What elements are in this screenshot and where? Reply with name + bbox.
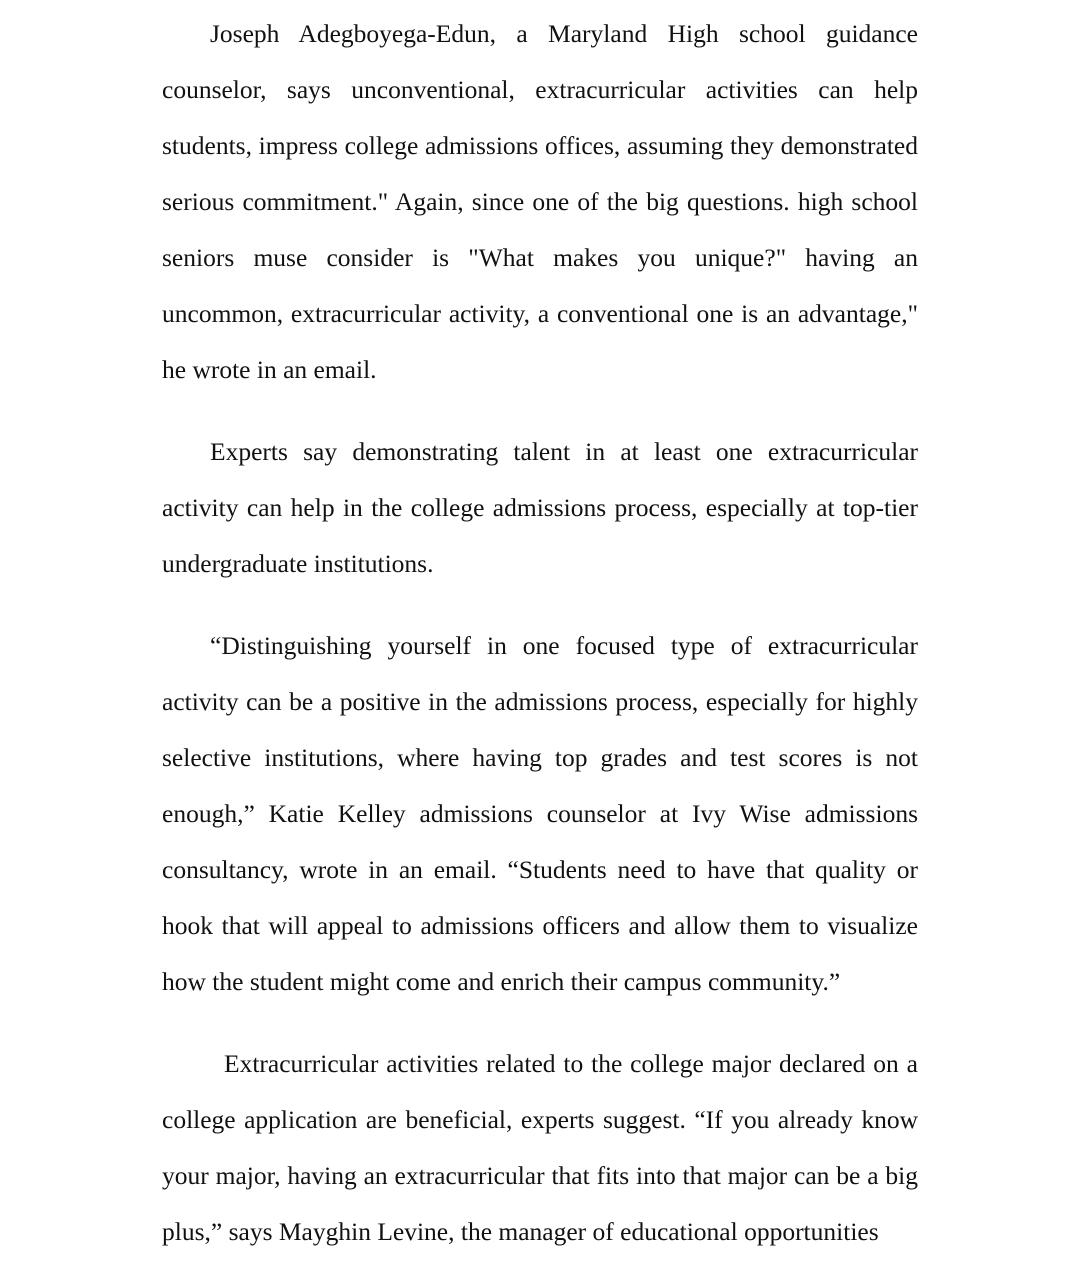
paragraph-1: Joseph Adegboyega-Edun, a Maryland High school guidance counselor, says unconventional, extracurricular activities can help students, impress college admissions offices, assuming they demonstrated serious commitment." Again, since one of the big questions. high school seniors muse consider is "What makes you unique?" having an uncommon, extracurricular activity, a conventional one is an advantage," he wrote in an email. (162, 19, 918, 384)
paragraph-3: “Distinguishing yourself in one focused type of extracurricular activity can be a positive in the admissions process, especially for highly selective institutions, where having top grades and test scores is not enough,” Katie Kelley admissions counselor at Ivy Wise admissions consultancy, wrote in an email. “Students need to have that quality or hook that will appeal to admissions officers and allow them to visualize how the student might come and enrich their campus community.” (162, 631, 918, 996)
paragraph-2: Experts say demonstrating talent in at least one extracurricular activity can help in the college admissions process, especially at top-tier undergraduate institutions. (162, 437, 918, 578)
paragraph-4: Extracurricular activities related to the college major declared on a college application are beneficial, experts suggest. “If you already know your major, having an extracurricular that fits into that major can be a big plus,” says Mayghin Levine, the manager of educational opportunities (162, 1049, 918, 1246)
